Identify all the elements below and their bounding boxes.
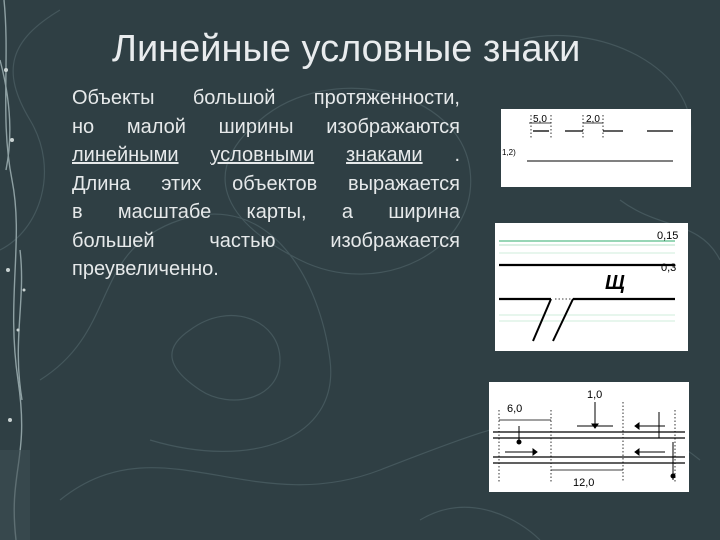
fig3-dim-bottom: 12,0 — [573, 477, 595, 489]
underlined-word-1: линейными — [72, 144, 179, 166]
body-line-6: большей частью изображается — [72, 229, 460, 252]
fig1-label-left: 1,2) — [502, 148, 516, 157]
body-line-1: Объекты большой протяженности, — [72, 87, 460, 109]
fig2-width-mid: 0,3 — [661, 262, 677, 274]
fig2-width-top: 0,15 — [657, 230, 679, 242]
underlined-word-3: знаками — [346, 144, 423, 166]
underlined-word-2: условными — [210, 144, 315, 166]
body-line-4: Длина этих объектов выражается — [72, 172, 460, 195]
fig3-dim-top: 1,0 — [587, 389, 603, 401]
slide-title: Линейные условные знаки — [112, 28, 581, 70]
line-3-period: . — [454, 144, 461, 166]
body-line-3 — [72, 141, 460, 170]
body-line-2: но малой ширины изображаются — [72, 115, 460, 138]
figure-road-lines — [495, 223, 688, 351]
figure-dashed-line — [501, 109, 691, 187]
fig3-dim-left: 6,0 — [507, 403, 523, 415]
figure-dimensioned-lines — [489, 382, 689, 492]
body-paragraph — [72, 84, 460, 284]
body-line-5: в масштабе карты, а ширина — [72, 201, 460, 223]
body-line-7: преувеличенно. — [72, 258, 219, 280]
fig2-road-letters: Щ — [605, 272, 625, 294]
fig1-dim-b: 2,0 — [586, 114, 600, 125]
fig1-dim-a: 5,0 — [533, 114, 547, 125]
